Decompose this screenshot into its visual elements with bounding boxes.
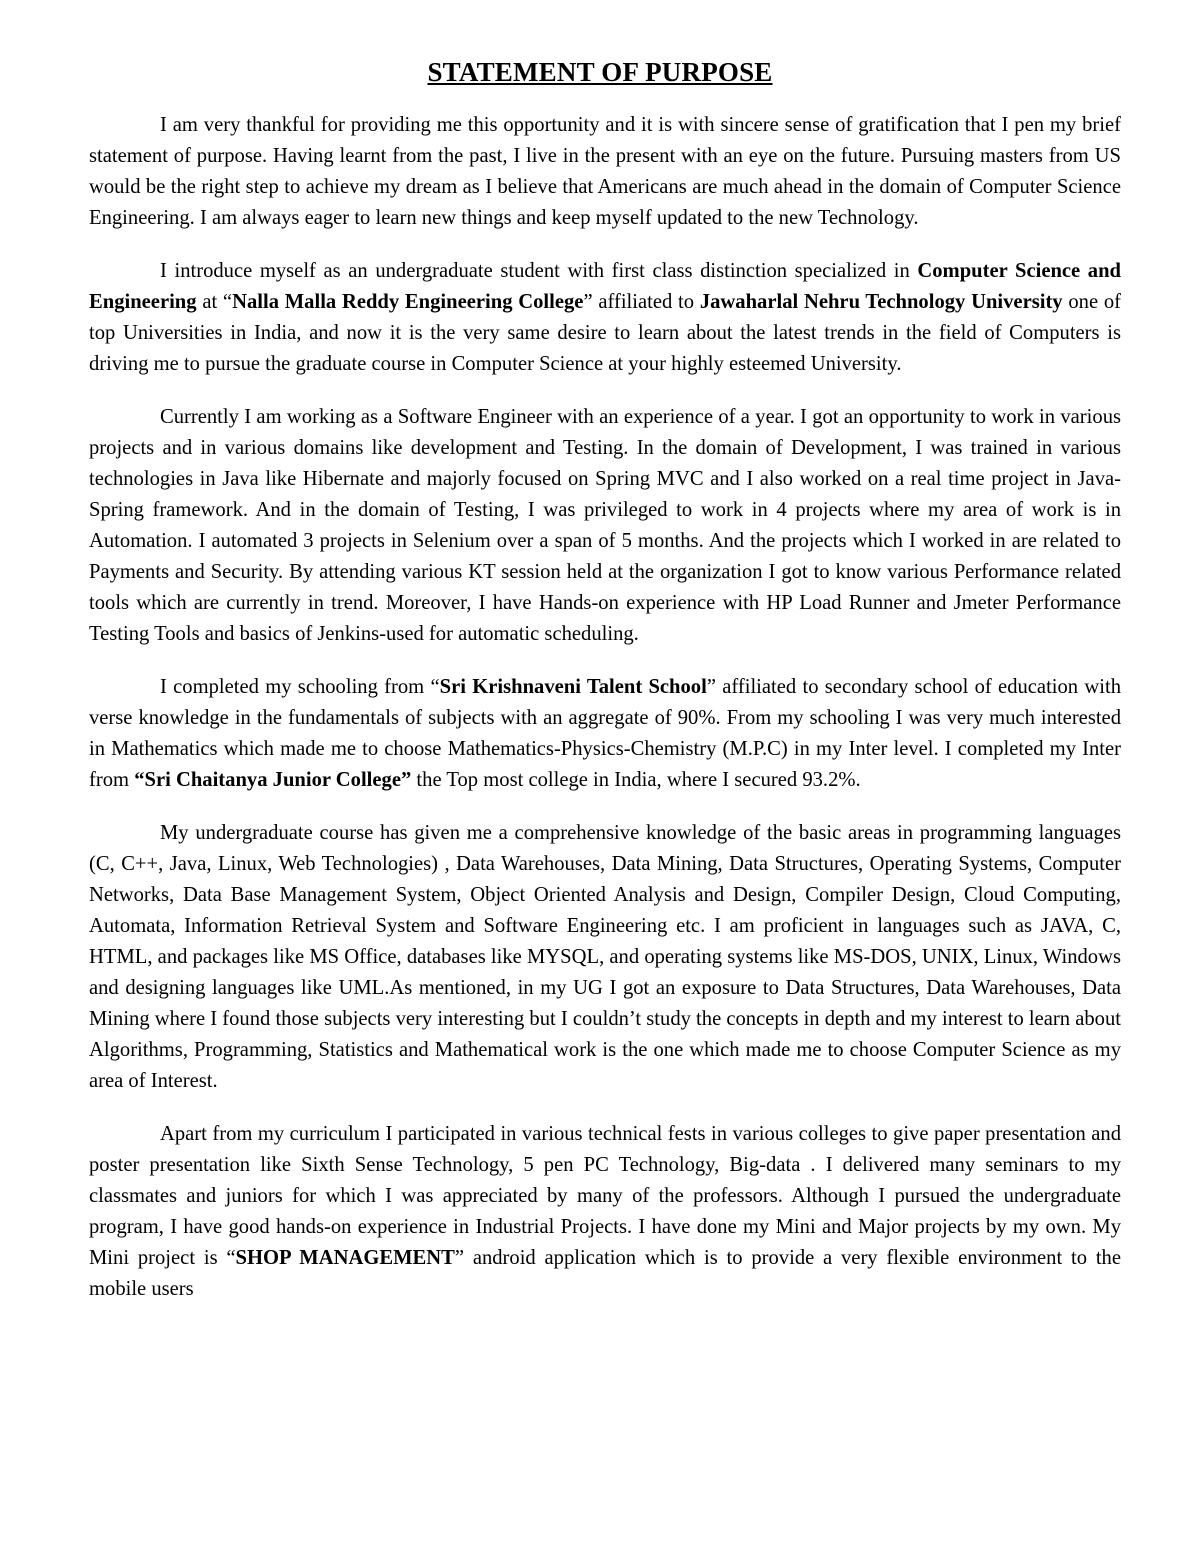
paragraph-extracurricular	[89, 1119, 1121, 1305]
paragraph-coursework	[89, 818, 1121, 1097]
bold-university-name: Jawaharlal Nehru Technology University	[699, 291, 1063, 313]
text-segment: Apart from my curriculum I participated in various technical fests in various colleges to give paper presentation and poster presentation like Sixth Sense Technology, 5 pen PC Technology, Big-data . I delivered many seminars to my classmates and juniors for which I was appreciated by many of the professors. Although I pursued the undergraduate program, I have good hands-on experience in Industrial Projects. I have done my Mini and Major projects by my own. My Mini project is “	[89, 1123, 1121, 1269]
bold-junior-college-name: “Sri Chaitanya Junior College”	[134, 769, 412, 791]
document-title: STATEMENT OF PURPOSE	[427, 57, 773, 87]
paragraph-text: My undergraduate course has given me a comprehensive knowledge of the basic areas in programming languages (C, C++, Java, Linux, Web Technologies) , Data Warehouses, Data Mining, Data Structures, Operating Systems, Computer Networks, Data Base Management System, Object Oriented Analysis and Design, Compiler Design, Cloud Computing, Automata, Information Retrieval System and Software Engineering etc. I am proficient in languages such as JAVA, C, HTML, and packages like MS Office, databases like MYSQL, and operating systems like MS-DOS, UNIX, Linux, Windows and designing languages like UML.As mentioned, in my UG I got an exposure to Data Structures, Data Warehouses, Data Mining where I found those subjects very interesting but I couldn’t study the concepts in depth and my interest to learn about Algorithms, Programming, Statistics and Mathematical work is the one which made me to choose Computer Science as my area of Interest.	[89, 822, 1121, 1092]
text-segment: at “	[196, 291, 233, 313]
text-segment: the Top most college in India, where I secured 93.2%.	[411, 769, 861, 791]
paragraph-text: Currently I am working as a Software Engineer with an experience of a year. I got an opportunity to work in various projects and in various domains like development and Testing. In the domain of Development, I was trained in various technologies in Java like Hibernate and majorly focused on Spring MVC and I also worked on a real time project in Java-Spring framework. And in the domain of Testing, I was privileged to work in 4 projects where my area of work is in Automation. I automated 3 projects in Selenium over a span of 5 months. And the projects which I worked in are related to Payments and Security. By attending various KT session held at the organization I got to know various Performance related tools which are currently in trend. Moreover, I have Hands-on experience with HP Load Runner and Jmeter Performance Testing Tools and basics of Jenkins-used for automatic scheduling.	[89, 406, 1121, 645]
paragraph-text: I am very thankful for providing me this opportunity and it is with sincere sense of gratification that I pen my brief statement of purpose. Having learnt from the past, I live in the present with an eye on the future. Pursuing masters from US would be the right step to achieve my dream as I believe that Americans are much ahead in the domain of Computer Science Engineering. I am always eager to learn new things and keep myself updated to the new Technology.	[89, 114, 1121, 229]
text-segment: ” affiliated to secondary school of education with verse knowledge in the fundamentals of subjects with an aggregate of 90%. From my schooling I was very much interested in Mathematics which made me to choose Mathematics-Physics-Chemistry (M.P.C) in my Inter level. I completed my Inter from	[89, 676, 1121, 791]
text-segment: ” affiliated to	[583, 291, 700, 313]
text-segment: I introduce myself as an undergraduate student with first class distinction specialized in	[160, 260, 918, 282]
bold-degree: Computer Science and Engineering	[89, 260, 1122, 313]
bold-project-name: SHOP MANAGEMENT	[235, 1247, 455, 1269]
text-segment: ” android application which is to provide a very flexible environment to the mobile users	[89, 1247, 1121, 1300]
paragraph-schooling	[89, 672, 1121, 796]
paragraph-education-undergraduate	[89, 256, 1121, 380]
paragraph-introduction	[89, 110, 1121, 234]
paragraph-work-experience	[89, 402, 1121, 650]
text-segment: one of top Universities in India, and now it is the very same desire to learn about the latest trends in the field of Computers is driving me to pursue the graduate course in Computer Science at your highly esteemed University.	[89, 291, 1122, 375]
document-body	[89, 110, 1121, 1327]
bold-school-name: Sri Krishnaveni Talent School	[439, 676, 707, 698]
text-segment: I completed my schooling from “	[160, 676, 440, 698]
bold-college-name: Nalla Malla Reddy Engineering College	[232, 291, 584, 313]
